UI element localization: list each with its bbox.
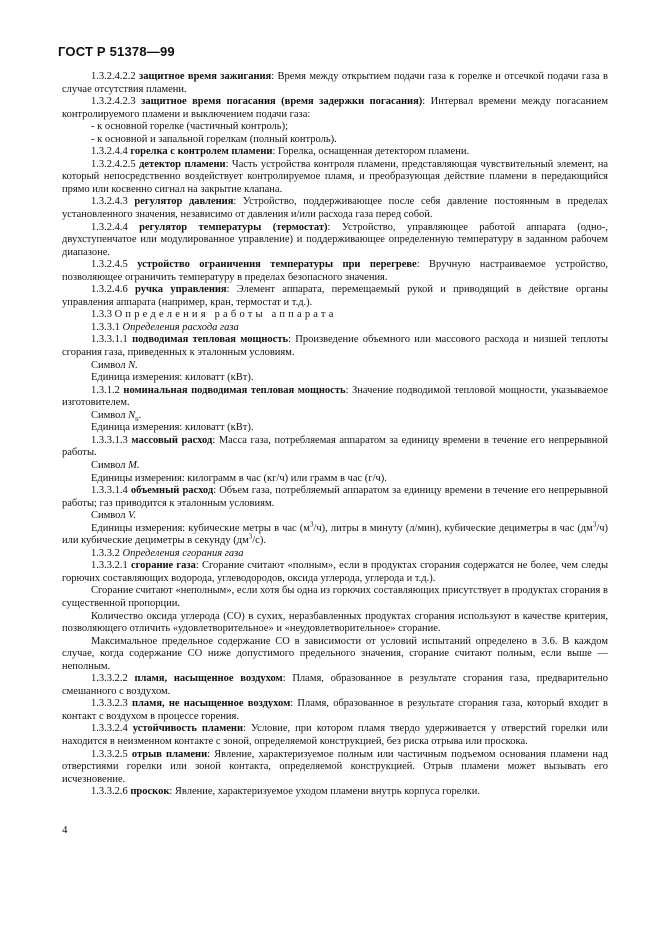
units-line: Единицы измерения: килограмм в час (кг/ч) или грамм в час (г/ч). (91, 472, 387, 484)
symbol-line: Символ V. (91, 510, 136, 522)
document-body (62, 71, 608, 799)
page-header-title: ГОСТ Р 51378—99 (58, 44, 175, 59)
clause-1-3-3-1-1: 1.3.3.1.1 подводимая тепловая мощность: Произведение объемного или массового расхода и низшей теплоты сгорания газа, приведенных к эталонным условиям. (62, 334, 609, 359)
symbol-line: Символ N. (91, 359, 138, 371)
page-number: 4 (62, 824, 68, 836)
section-heading-1-3-3: 1.3.3 Определения работы аппарата (91, 309, 337, 321)
clause-1-3-2-4-4-thermostat: 1.3.2.4.4 регулятор температуры (термостат): Устройство, управляющее работой аппарата (одно-, двухступенчатое или модулированное управление) и поддерживающее определенную температуру в заданном рабочем диапазоне. (62, 221, 608, 258)
subsection-heading-1-3-3-1: 1.3.3.1 Определения расхода газа (91, 321, 239, 333)
clause-1-3-3-1-3: 1.3.3.1.3 массовый расход: Масса газа, потребляемая аппаратом за единицу времени в течение его непрерывной работы. (62, 434, 609, 459)
units-line: Единица измерения: киловатт (кВт). (91, 372, 254, 384)
clause-1-3-3-2-3: 1.3.3.2.3 пламя, не насыщенное воздухом: Пламя, образованное в результате сгорания газа, который входит в контакт с воздухом в процессе горения. (62, 698, 609, 722)
paragraph-incomplete-combustion: Сгорание считают «неполным», если хотя бы одна из горючих составляющих присутствует в продуктах сгорания в существенной пропорции. (62, 585, 608, 609)
symbol-line: Символ М. (91, 459, 140, 471)
clause-1-3-3-2-1: 1.3.3.2.1 сгорание газа: Сгорание считают «полным», если в продуктах сгорания содержатся не более, чем следы горючих составляющих водорода, углеводородов, оксида углерода, углерода и т.д.). (62, 560, 609, 584)
clause-1-3-3-2-6: 1.3.3.2.6 проскок: Явление, характеризуемое уходом пламени внутрь корпуса горелки. (91, 786, 480, 798)
units-line: Единица измерения: киловатт (кВт). (91, 422, 254, 434)
clause-1-3-2-4-2-5: 1.3.2.4.2.5 детектор пламени: Часть устройства контроля пламени, представляющая чувствительный элемент, на который непосредственно воздействует контролируемое пламя, и преобразующая действие пламени в передающийся прямо или косвенно сигнал на закрытие клапана. (62, 158, 608, 195)
clause-1-3-2-4-5: 1.3.2.4.5 устройство ограничения температуры при перегреве: Вручную настраиваемое устройство, позволяющее ограничить температуру в пределах безопасного значения. (62, 259, 609, 283)
paragraph-co-limit: Максимальное предельное содержание СО в зависимости от условий испытаний определено в 3.6. В каждом случае, когда содержание СО ниже допустимого предельного значения, сгорание считают полным, если выше — неполным. (62, 635, 608, 672)
paragraph-co-criterion: Количество оксида углерода (СО) в сухих, неразбавленных продуктах сгорания используют в качестве критерия, позволяющего отличить «удовлетворительное» и «неудовлетворительное» сгорание. (62, 610, 608, 635)
list-item: - к основной горелке (частичный контроль); (91, 121, 288, 133)
clause-1-3-2-4-2-2: 1.3.2.4.2.2 защитное время зажигания: Время между открытием подачи газа к горелке и отсечкой подачи газа в случае отсутствия пламени. (62, 71, 608, 95)
symbol-line: Символ $N_n$. (91, 409, 142, 423)
clause-1-3-3-2-4: 1.3.3.2.4 устойчивость пламени: Условие, при котором пламя твердо удерживается у отверстий горелки или находится в неизменном контакте с зоной, определяемой конструкцией, без риска отрыва или проскока. (62, 723, 608, 747)
subsection-heading-1-3-3-2: 1.3.3.2 Определения сгорания газа (91, 547, 244, 559)
clause-1-3-2-4-6: 1.3.2.4.6 ручка управления: Элемент аппарата, перемещаемый рукой и приводящий в действие органы управления аппарата (например, кран, термостат и т.д.). (62, 284, 608, 308)
clause-1-3-1-2: 1.3.1.2 номинальная подводимая тепловая мощность: Значение подводимой тепловой мощности, указываемое изготовителем. (62, 384, 608, 409)
list-item: - к основной и запальной горелкам (полный контроль). (91, 133, 337, 145)
clause-1-3-2-4-4-burner: 1.3.2.4.4 горелка с контролем пламени: Горелка, оснащенная детектором пламени. (91, 146, 470, 158)
clause-1-3-2-4-2-3: 1.3.2.4.2.3 защитное время погасания (время задержки погасания): Интервал времени между погасанием контролируемого пламени и выключением подачи газа: (62, 96, 608, 120)
clause-1-3-3-2-5: 1.3.3.2.5 отрыв пламени: Явление, характеризуемое полным или частичным подъемом основания пламени над отверстиями горелки или зоной контакта, определяемой конструкцией. Отрыв пламени может вызывать его исчезновение. (62, 748, 608, 785)
clause-1-3-2-4-3: 1.3.2.4.3 регулятор давления: Устройство, поддерживающее после себя давление постоянным в пределах установленного значения, независимо от давления и/или расхода газа перед собой. (62, 196, 609, 221)
clause-1-3-3-2-2: 1.3.3.2.2 пламя, насыщенное воздухом: Пламя, образованное в результате сгорания газа, предварительно смешанного с воздухом. (62, 673, 609, 697)
units-line-volumetric: Единицы измерения: кубические метры в час $(м^3/ч)$, литры в минуту (л/мин), кубические дециметры в час $(дм^3/ч)$ или кубические дециметры в секунду $(дм^3/с)$. (62, 520, 609, 547)
clause-1-3-3-1-4: 1.3.3.1.4 объемный расход: Объем газа, потребляемый аппаратом за единицу времени в течение его непрерывной работы; газ приводится к эталонным условиям. (62, 485, 608, 509)
